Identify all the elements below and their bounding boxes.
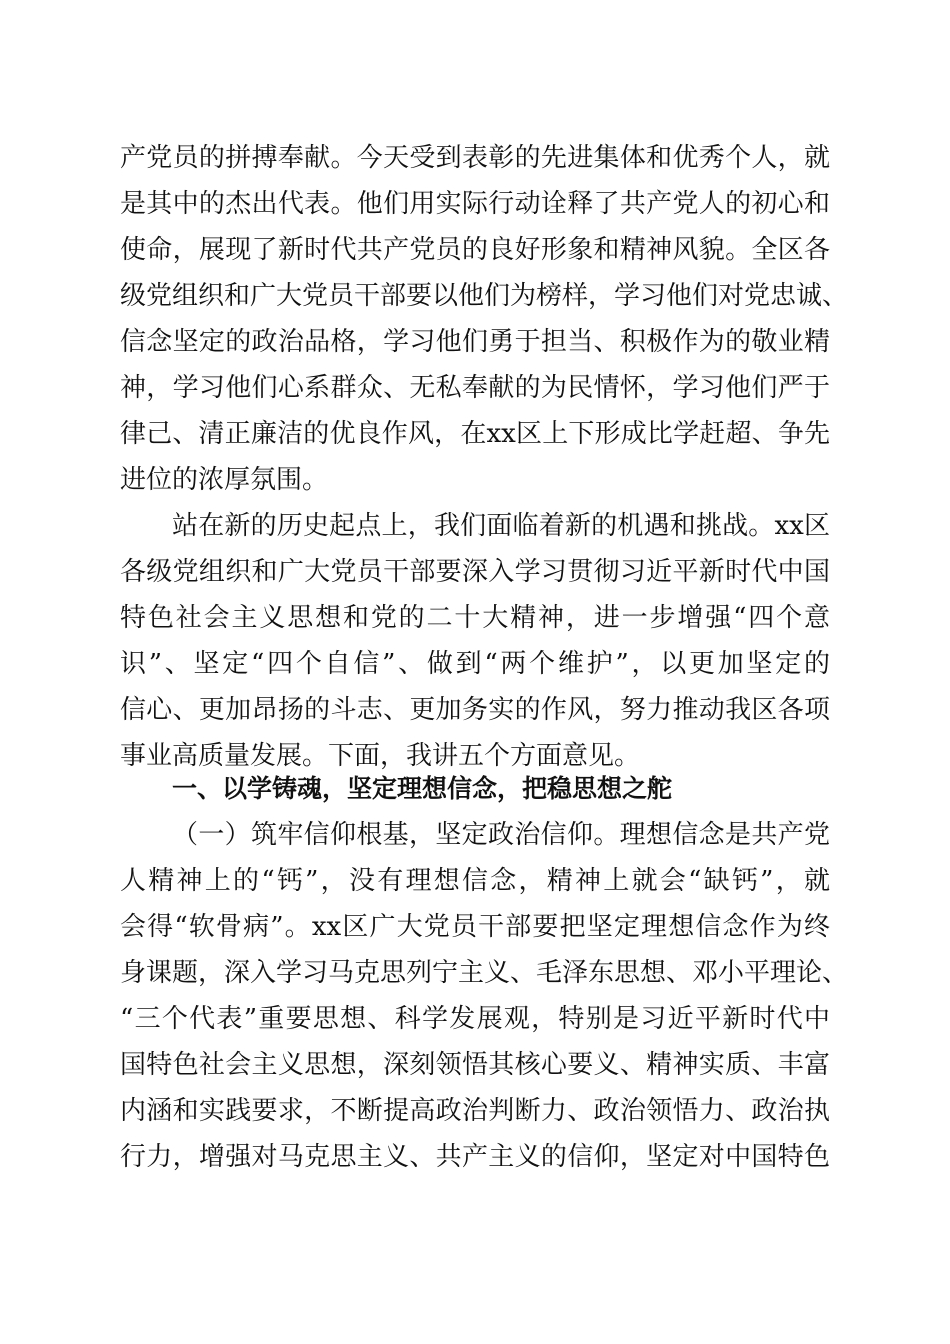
paragraph-3-line-6: 国特色社会主义思想，深刻领悟其核心要义、精神实质、丰富 (120, 1050, 830, 1080)
paragraph-2-line-6: 事业高质量发展。下面，我讲五个方面意见。 (120, 741, 641, 771)
paragraph-1-line-4: 级党组织和广大党员干部要以他们为榜样，学习他们对党忠诚、 (120, 281, 849, 311)
paragraph-2-line-5: 信心、更加昂扬的斗志、更加务实的作风，努力推动我区各项 (120, 695, 830, 725)
paragraph-3-line-4: 身课题，深入学习马克思列宁主义、毛泽东思想、邓小平理论、 (120, 958, 849, 988)
paragraph-1-line-5: 信念坚定的政治品格，学习他们勇于担当、积极作为的敬业精 (120, 327, 830, 357)
paragraph-1-line-7: 律己、清正廉洁的优良作风，在xx区上下形成比学赶超、争先 (120, 419, 830, 449)
paragraph-3-line-3: 会得“软骨病”。xx区广大党员干部要把坚定理想信念作为终 (120, 912, 830, 942)
paragraph-1-line-6: 神，学习他们心系群众、无私奉献的为民情怀，学习他们严于 (120, 373, 830, 403)
paragraph-3-line-7: 内涵和实践要求，不断提高政治判断力、政治领悟力、政治执 (120, 1096, 830, 1126)
paragraph-2-line-2: 各级党组织和广大党员干部要深入学习贯彻习近平新时代中国 (120, 557, 830, 587)
paragraph-2-line-4: 识”、坚定“四个自信”、做到“两个维护”，以更加坚定的 (120, 649, 830, 679)
paragraph-3-line-1: （一）筑牢信仰根基，坚定政治信仰。理想信念是共产党 (172, 820, 830, 850)
paragraph-3-line-2: 人精神上的“钙”，没有理想信念，精神上就会“缺钙”，就 (120, 866, 830, 896)
paragraph-1-line-2: 是其中的杰出代表。他们用实际行动诠释了共产党人的初心和 (120, 189, 830, 219)
paragraph-2-line-3: 特色社会主义思想和党的二十大精神，进一步增强“四个意 (120, 603, 830, 633)
paragraph-1-line-3: 使命，展现了新时代共产党员的良好形象和精神风貌。全区各 (120, 235, 830, 265)
paragraph-1-line-1: 产党员的拼搏奉献。今天受到表彰的先进集体和优秀个人，就 (120, 143, 830, 173)
paragraph-2-line-1: 站在新的历史起点上，我们面临着新的机遇和挑战。xx区 (172, 511, 830, 541)
paragraph-3-line-8: 行力，增强对马克思主义、共产主义的信仰，坚定对中国特色 (120, 1142, 830, 1172)
paragraph-3-line-5: “三个代表”重要思想、科学发展观，特别是习近平新时代中 (120, 1004, 830, 1034)
section-heading-1: 一、以学铸魂，坚定理想信念，把稳思想之舵 (172, 774, 673, 803)
paragraph-1-line-8: 进位的浓厚氛围。 (120, 465, 329, 495)
